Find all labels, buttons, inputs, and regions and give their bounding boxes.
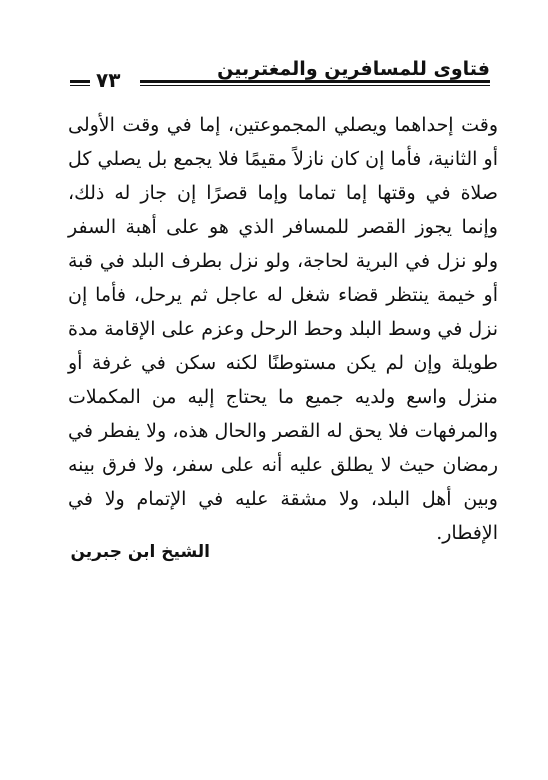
running-title: فتاوى للمسافرين والمغتربين: [217, 58, 490, 80]
page-number: ٧٣: [90, 68, 126, 92]
header-rule: [140, 80, 490, 83]
header-rule-left-thin: [70, 85, 90, 86]
body-paragraph: وقت إحداهما ويصلي المجموعتين، إما في وقت الأولى أو الثانية، فأما إن كان نازلاً مقيمًا فلا يجمع بل يصلي كل صلاة في وقتها إما تماما وإما قصرًا إن جاز له ذلك، وإنما يجوز القصر للمسافر الذي هو على أهبة السفر ولو نزل في البرية لحاجة، ولو نزل بطرف البلد في قبة أو خيمة ينتظر قضاء شغل له عاجل ثم يرحل، فأما إن نزل في وسط البلد وحط الرحل وعزم على الإقامة مدة طويلة وإن لم يكن مستوطنًا لكنه سكن في غرفة أو منزل واسع ولديه جميع ما يحتاج إليه من المكملات والمرفهات فلا يحق له القصر والحال هذه، ولا يفطر في رمضان حيث لا يطلق عليه أنه على سفر، ولا فرق بينه وبين أهل البلد، ولا مشقة عليه في الإتمام ولا في الإفطار.: [68, 114, 498, 544]
header-rule-thin: [140, 85, 490, 86]
signature: الشيخ ابن جبرين: [70, 542, 210, 562]
page-header: [70, 58, 490, 98]
header-rule-left: [70, 80, 90, 83]
